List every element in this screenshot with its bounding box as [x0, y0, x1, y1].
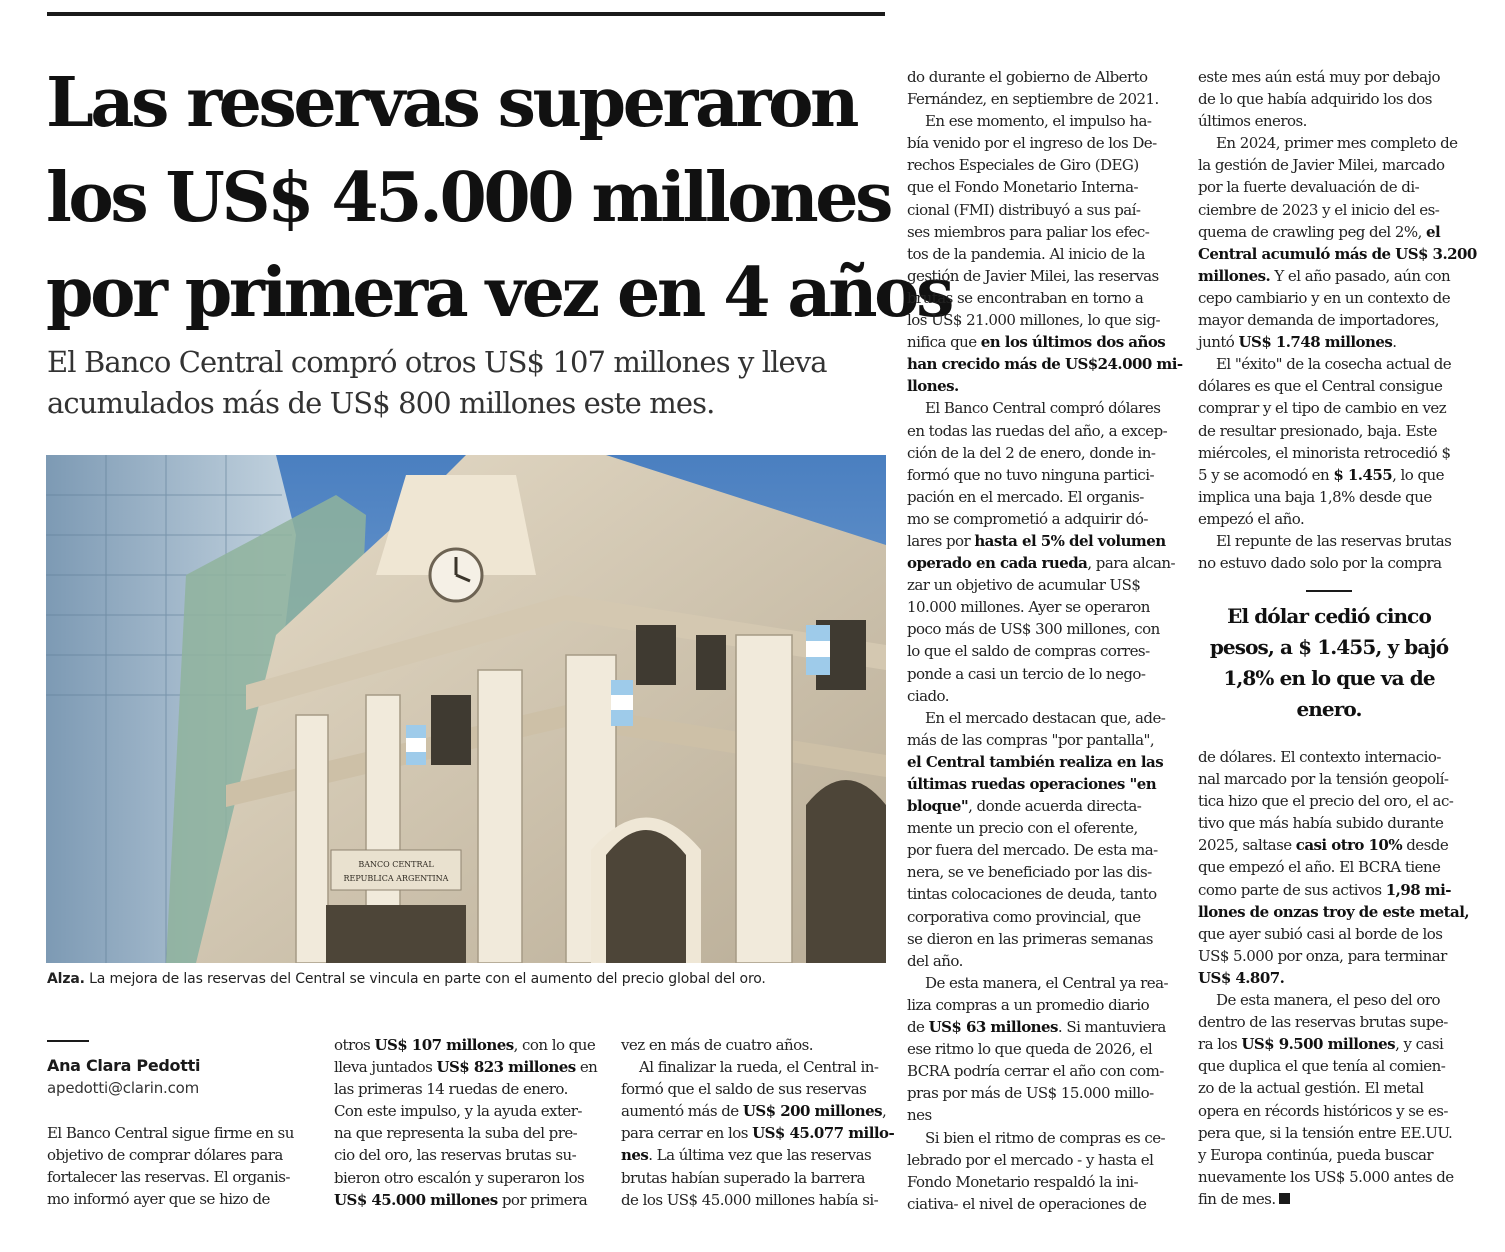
bold-text: US$ 823 millones — [436, 1058, 576, 1077]
column-5-continued — [1198, 746, 1470, 1210]
text-run: tivo que más había subido durante — [1198, 814, 1444, 833]
text-line — [907, 464, 1169, 486]
text-run: nes — [907, 1106, 932, 1125]
text-line — [1198, 552, 1460, 574]
text-line — [1198, 1122, 1460, 1144]
text-line — [907, 906, 1169, 928]
text-line — [1198, 856, 1460, 878]
text-line — [1198, 1166, 1460, 1188]
text-line — [907, 486, 1169, 508]
text-line — [621, 1034, 883, 1056]
text-line — [1198, 221, 1460, 243]
text-line — [1198, 353, 1460, 375]
text-line — [907, 1193, 1169, 1215]
text-run: tica hizo que el precio del oro, el ac- — [1198, 792, 1454, 811]
text-run: , lo que — [1392, 465, 1444, 484]
text-run: do durante el gobierno de Alberto — [907, 68, 1148, 86]
bold-text: US$ 4.807. — [1198, 968, 1285, 987]
text-line — [907, 861, 1169, 883]
text-run: desde — [1402, 836, 1449, 855]
text-run: nuevamente los US$ 5.000 antes de — [1198, 1167, 1454, 1186]
bold-text: últimas ruedas operaciones "en — [907, 775, 1157, 793]
bold-text: US$ 1.748 millones — [1238, 333, 1393, 352]
text-run: se dieron en las primeras semanas — [907, 929, 1153, 948]
bold-text: US$ 63 millones — [928, 1018, 1058, 1037]
text-run: ese ritmo lo que queda de 2026, el — [907, 1040, 1153, 1059]
text-run: aumentó más de — [621, 1102, 743, 1121]
column-5 — [1198, 66, 1477, 574]
text-run: 2025, saltase — [1198, 836, 1296, 855]
text-run: , — [882, 1102, 887, 1121]
text-line — [907, 994, 1169, 1016]
text-run: El "éxito" de la cosecha actual de — [1216, 355, 1452, 374]
text-line — [907, 1060, 1169, 1082]
end-of-article-mark — [1279, 1193, 1290, 1204]
text-line — [1198, 530, 1460, 552]
text-line — [334, 1100, 596, 1122]
text-run: cional (FMI) distribuyó a sus paí- — [907, 200, 1141, 219]
text-run: y Europa continúa, pueda buscar — [1198, 1145, 1433, 1164]
bold-text: llones. — [907, 377, 959, 396]
headline-line: Las reservas superaron — [46, 63, 857, 143]
top-rule — [47, 12, 885, 16]
text-run: tos de la pandemia. Al inicio de la — [907, 244, 1145, 263]
text-line — [1198, 746, 1460, 768]
text-run: las primeras 14 ruedas de enero. — [334, 1080, 568, 1099]
caption-label: Alza. — [47, 971, 85, 987]
text-line — [1198, 486, 1460, 508]
text-run: pera que, si la tensión entre EE.UU. — [1198, 1123, 1453, 1142]
text-line — [1198, 812, 1460, 834]
text-line — [1198, 199, 1460, 221]
text-line — [621, 1100, 887, 1122]
text-run: US$ 5.000 por onza, para terminar — [1198, 946, 1447, 965]
bold-text: el Central también realiza en las — [907, 752, 1164, 771]
text-run: tintas colocaciones de deuda, tanto — [907, 885, 1157, 904]
text-run: rechos Especiales de Giro (DEG) — [907, 156, 1139, 175]
text-run: de — [907, 1018, 929, 1037]
text-run: bieron otro escalón y superaron los — [334, 1168, 585, 1187]
subheadline — [47, 342, 892, 424]
text-run: del año. — [907, 951, 963, 970]
text-line — [1198, 879, 1460, 901]
column-1 — [47, 1122, 309, 1210]
text-run: en — [575, 1058, 598, 1077]
text-run: De esta manera, el Central ya rea- — [925, 973, 1169, 992]
text-line — [1198, 132, 1460, 154]
pull-quote-line: El dólar cedió cinco — [1227, 604, 1431, 628]
text-line — [1198, 1144, 1460, 1166]
text-run: lebrado por el mercado - y hasta el — [907, 1150, 1154, 1169]
bold-text: en los últimos dos años — [980, 333, 1166, 352]
bold-text: hasta el 5% del volumen — [974, 531, 1166, 550]
text-line — [907, 707, 1169, 729]
text-line — [907, 928, 1169, 950]
bold-text: US$ 9.500 millones — [1241, 1035, 1396, 1054]
bold-text: Central acumuló más de US$ 3.200 — [1198, 244, 1477, 263]
text-line — [1198, 989, 1460, 1011]
photo-caption — [47, 969, 892, 989]
text-line — [907, 88, 1169, 110]
text-run: dólares es que el Central consigue — [1198, 377, 1443, 396]
text-run: poco más de US$ 300 millones, con — [907, 620, 1160, 639]
bold-text: 1,98 mi- — [1385, 880, 1451, 899]
text-run: ciativa- el nivel de operaciones de — [907, 1194, 1147, 1213]
text-line — [907, 397, 1169, 419]
subheadline-line: acumulados más de US$ 800 millones este mes. — [47, 386, 715, 420]
text-line — [621, 1167, 883, 1189]
text-run: , y casi — [1395, 1035, 1444, 1054]
text-line — [334, 1056, 596, 1078]
text-line — [334, 1167, 596, 1189]
text-run: formó que no tuvo ninguna partici- — [907, 465, 1154, 484]
text-run: mo se comprometió a adquirir dó- — [907, 509, 1148, 528]
text-run: Al finalizar la rueda, el Central in- — [639, 1058, 879, 1077]
text-line — [907, 199, 1169, 221]
text-run: El repunte de las reservas brutas — [1216, 531, 1452, 550]
headline-line: por primera vez en 4 años — [46, 253, 951, 333]
bold-text: US$ 45.077 millo- — [752, 1124, 895, 1143]
text-run: Si bien el ritmo de compras es ce- — [925, 1128, 1166, 1147]
text-run: El Banco Central compró dólares — [925, 399, 1161, 418]
text-line — [907, 353, 1183, 375]
text-run: cio del oro, las reservas brutas su- — [334, 1146, 577, 1165]
byline-rule — [47, 1040, 89, 1042]
text-run: ses miembros para paliar los efec- — [907, 222, 1150, 241]
text-line — [907, 773, 1169, 795]
text-run: de dólares. El contexto internacio- — [1198, 748, 1441, 766]
text-run: Fondo Monetario respaldó la ini- — [907, 1172, 1139, 1191]
text-run: lares por — [907, 531, 975, 550]
text-line — [907, 1016, 1169, 1038]
text-line — [1198, 834, 1460, 856]
text-run: zar un objetivo de acumular US$ — [907, 576, 1141, 595]
text-run: que duplica el que tenía al comien- — [1198, 1057, 1446, 1076]
text-run: para cerrar en los — [621, 1124, 753, 1143]
text-line — [907, 883, 1169, 905]
text-line — [907, 331, 1169, 353]
text-line — [1198, 88, 1460, 110]
author-name: Ana Clara Pedotti — [47, 1056, 201, 1075]
text-run: por primera — [497, 1190, 588, 1209]
text-run: opera en récords históricos y se es- — [1198, 1101, 1448, 1120]
text-line — [907, 287, 1169, 309]
text-line — [1198, 1188, 1460, 1210]
text-line — [1198, 66, 1460, 88]
bold-text: US$ 200 millones — [742, 1102, 882, 1121]
text-run: por la fuerte devaluación de di- — [1198, 178, 1420, 197]
text-run: En 2024, primer mes completo de — [1216, 134, 1458, 153]
text-run: , para alcan- — [1087, 554, 1175, 573]
text-run: ción de la del 2 de enero, donde in- — [907, 443, 1156, 462]
text-run: empezó el año. — [1198, 509, 1305, 528]
text-run: en todas las ruedas del año, a excep- — [907, 421, 1168, 440]
text-line — [1198, 768, 1460, 790]
text-run: BCRA podría cerrar el año con com- — [907, 1062, 1164, 1081]
pull-quote-line: pesos, a $ 1.455, y bajó — [1209, 635, 1449, 659]
text-line — [1198, 901, 1470, 923]
text-line — [907, 663, 1169, 685]
text-run: ponde a casi un tercio de lo nego- — [907, 664, 1146, 683]
text-line — [907, 972, 1169, 994]
text-run: quema de crawling peg del 2%, — [1198, 222, 1427, 241]
bold-text: nes — [621, 1146, 649, 1165]
text-run: De esta manera, el peso del oro — [1216, 991, 1440, 1010]
text-run: ciado. — [907, 686, 949, 705]
text-line — [1198, 923, 1460, 945]
text-line — [334, 1078, 596, 1100]
text-line — [907, 795, 1169, 817]
text-run: . La última vez que las reservas — [648, 1146, 872, 1165]
text-line — [621, 1189, 883, 1211]
column-3 — [621, 1034, 895, 1211]
text-line — [1198, 442, 1460, 464]
text-run: brutas se encontraban en torno a — [907, 288, 1144, 307]
text-line — [907, 1082, 1169, 1104]
text-run: cepo cambiario y en un contexto de — [1198, 288, 1451, 307]
text-run: brutas habían superado la barrera — [621, 1168, 865, 1187]
pull-quote-line: 1,8% en lo que va de — [1223, 666, 1435, 690]
text-run: lo que el saldo de compras corres- — [907, 642, 1150, 661]
pull-quote-line: enero. — [1296, 697, 1362, 721]
text-run: que empezó el año. El BCRA tiene — [1198, 858, 1441, 877]
text-line — [907, 1127, 1169, 1149]
text-line — [334, 1144, 596, 1166]
text-run: que el Fondo Monetario Interna- — [907, 178, 1138, 197]
text-line — [907, 751, 1169, 773]
text-run: 5 y se acomodó en — [1198, 465, 1334, 484]
text-run: implica una baja 1,8% desde que — [1198, 487, 1432, 506]
text-line — [1198, 110, 1460, 132]
text-line — [907, 574, 1169, 596]
text-line — [1198, 508, 1460, 530]
text-run: zo de la actual gestión. El metal — [1198, 1079, 1424, 1098]
text-line — [621, 1122, 895, 1144]
bold-text: $ 1.455 — [1333, 465, 1393, 484]
text-line — [907, 420, 1169, 442]
text-run: formó que el saldo de sus reservas — [621, 1080, 867, 1099]
text-run: nal marcado por la tensión geopolí- — [1198, 770, 1449, 789]
pullquote-rule — [1306, 590, 1352, 592]
text-line — [907, 729, 1169, 751]
text-run: por fuera del mercado. De esta ma- — [907, 841, 1158, 860]
text-run: . Si mantuviera — [1057, 1018, 1166, 1037]
text-line — [334, 1189, 596, 1211]
text-run: dentro de las reservas brutas supe- — [1198, 1013, 1448, 1032]
bold-text: han crecido más de US$24.000 mi- — [907, 355, 1183, 374]
text-line — [621, 1144, 883, 1166]
text-run: últimos eneros. — [1198, 112, 1307, 131]
text-run: como parte de sus activos — [1198, 880, 1386, 899]
text-line — [1198, 967, 1460, 989]
column-2 — [334, 1034, 596, 1211]
headline — [46, 56, 951, 341]
text-line — [621, 1078, 883, 1100]
text-line — [1198, 176, 1460, 198]
text-run: este mes aún está muy por debajo — [1198, 68, 1440, 86]
text-run: , donde acuerda directa- — [968, 797, 1142, 816]
bold-text: casi otro 10% — [1295, 836, 1403, 855]
text-line — [1198, 1055, 1460, 1077]
text-run: pación en el mercado. El organis- — [907, 487, 1144, 506]
text-line — [907, 530, 1169, 552]
text-run: no estuvo dado solo por la compra — [1198, 554, 1442, 573]
text-line — [1198, 945, 1460, 967]
text-run: ra los — [1198, 1035, 1242, 1054]
bold-text: el — [1426, 222, 1441, 241]
text-line — [1198, 287, 1460, 309]
text-line — [1198, 790, 1460, 812]
text-line — [907, 1038, 1169, 1060]
text-run: nera, se ve beneficiado por las dis- — [907, 863, 1152, 882]
text-run: bía venido por el ingreso de los De- — [907, 134, 1157, 153]
text-run: fin de mes. — [1198, 1189, 1276, 1208]
bold-text: US$ 45.000 millones — [334, 1190, 498, 1209]
text-run: comprar y el tipo de cambio en vez — [1198, 399, 1447, 418]
text-line — [907, 110, 1169, 132]
text-run: la gestión de Javier Milei, marcado — [1198, 156, 1445, 175]
bold-text: millones. — [1198, 266, 1271, 285]
text-run: liza compras a un promedio diario — [907, 995, 1150, 1014]
text-run: na que representa la suba del pre- — [334, 1124, 578, 1143]
text-line — [1198, 375, 1460, 397]
author-email[interactable]: apedotti@clarin.com — [47, 1079, 200, 1097]
text-line — [907, 640, 1169, 662]
text-line — [907, 618, 1169, 640]
text-run: de lo que había adquirido los dos — [1198, 90, 1432, 109]
text-line — [907, 265, 1169, 287]
text-line — [907, 1104, 1169, 1126]
text-run: lleva juntados — [334, 1058, 437, 1077]
text-line — [907, 243, 1169, 265]
text-run: pras por más de US$ 15.000 millo- — [907, 1084, 1154, 1103]
text-line — [1198, 464, 1460, 486]
text-line — [907, 442, 1169, 464]
subheadline-line: El Banco Central compró otros US$ 107 millones y lleva — [47, 345, 827, 379]
text-line — [907, 817, 1169, 839]
text-line — [907, 176, 1169, 198]
text-run: mente un precio con el oferente, — [907, 819, 1138, 838]
text-line — [907, 375, 1169, 397]
text-line — [1198, 243, 1477, 265]
text-line — [334, 1034, 596, 1056]
text-line — [907, 950, 1169, 972]
text-run: Fernández, en septiembre de 2021. — [907, 90, 1159, 109]
text-line — [907, 154, 1169, 176]
text-line — [1198, 1100, 1460, 1122]
text-line — [907, 685, 1169, 707]
text-run: En ese momento, el impulso ha- — [925, 112, 1152, 131]
text-line: fortalecer las reservas. El organis- — [47, 1168, 290, 1187]
text-line — [907, 66, 1169, 88]
column-4 — [907, 66, 1183, 1215]
building-sign-line-2: REPUBLICA ARGENTINA — [343, 874, 449, 883]
text-run: En el mercado destacan que, ade- — [925, 708, 1166, 727]
pull-quote — [1198, 601, 1460, 725]
text-run: juntó — [1198, 333, 1239, 352]
text-run: vez en más de cuatro años. — [621, 1036, 814, 1054]
headline-line: los US$ 45.000 millones — [46, 158, 891, 238]
article-photo — [46, 455, 886, 963]
text-line — [1198, 1011, 1460, 1033]
text-run: nifica que — [907, 333, 981, 352]
text-line — [1198, 1033, 1460, 1055]
text-run: ciembre de 2023 y el inicio del es- — [1198, 200, 1440, 219]
text-run: Y el año pasado, aún con — [1270, 266, 1451, 285]
text-line — [907, 1171, 1169, 1193]
text-line — [907, 221, 1169, 243]
text-run: Con este impulso, y la ayuda exter- — [334, 1102, 582, 1121]
text-run: . — [1392, 333, 1397, 352]
text-run: mayor demanda de importadores, — [1198, 311, 1439, 330]
text-line — [1198, 331, 1460, 353]
text-run: más de las compras "por pantalla", — [907, 730, 1155, 749]
text-line — [907, 596, 1169, 618]
text-line — [334, 1122, 596, 1144]
text-line: mo informó ayer que se hizo de — [47, 1190, 270, 1209]
text-line: El Banco Central sigue firme en su — [47, 1124, 294, 1142]
text-run: de resultar presionado, baja. Este — [1198, 421, 1437, 440]
text-run: otros — [334, 1036, 375, 1054]
text-run: los US$ 21.000 millones, lo que sig- — [907, 311, 1161, 330]
text-line — [621, 1056, 883, 1078]
text-run: , con lo que — [513, 1036, 596, 1054]
text-run: que ayer subió casi al borde de los — [1198, 924, 1443, 943]
text-line — [1198, 420, 1460, 442]
text-line — [1198, 154, 1460, 176]
bold-text: bloque" — [907, 797, 969, 816]
bold-text: US$ 107 millones — [374, 1036, 514, 1054]
text-line: objetivo de comprar dólares para — [47, 1146, 283, 1165]
text-line — [907, 839, 1169, 861]
text-line — [1198, 1077, 1460, 1099]
bold-text: llones de onzas troy de este metal, — [1198, 902, 1470, 921]
caption-text: La mejora de las reservas del Central se vincula en parte con el aumento del precio global del oro. — [84, 971, 766, 987]
text-run: gestión de Javier Milei, las reservas — [907, 266, 1159, 285]
text-run: de los US$ 45.000 millones había si- — [621, 1190, 879, 1209]
text-line — [1198, 309, 1460, 331]
text-line — [907, 132, 1169, 154]
text-run: miércoles, el minorista retrocedió $ — [1198, 443, 1451, 462]
text-line — [907, 309, 1169, 331]
text-line — [1198, 265, 1460, 287]
bold-text: operado en cada rueda — [907, 554, 1088, 573]
text-line — [1198, 397, 1460, 419]
text-line — [907, 1149, 1169, 1171]
building-sign-line-1: BANCO CENTRAL — [358, 860, 434, 869]
text-line — [907, 552, 1175, 574]
text-line — [907, 508, 1169, 530]
text-run: corporativa como provincial, que — [907, 907, 1141, 926]
text-run: 10.000 millones. Ayer se operaron — [907, 598, 1150, 617]
